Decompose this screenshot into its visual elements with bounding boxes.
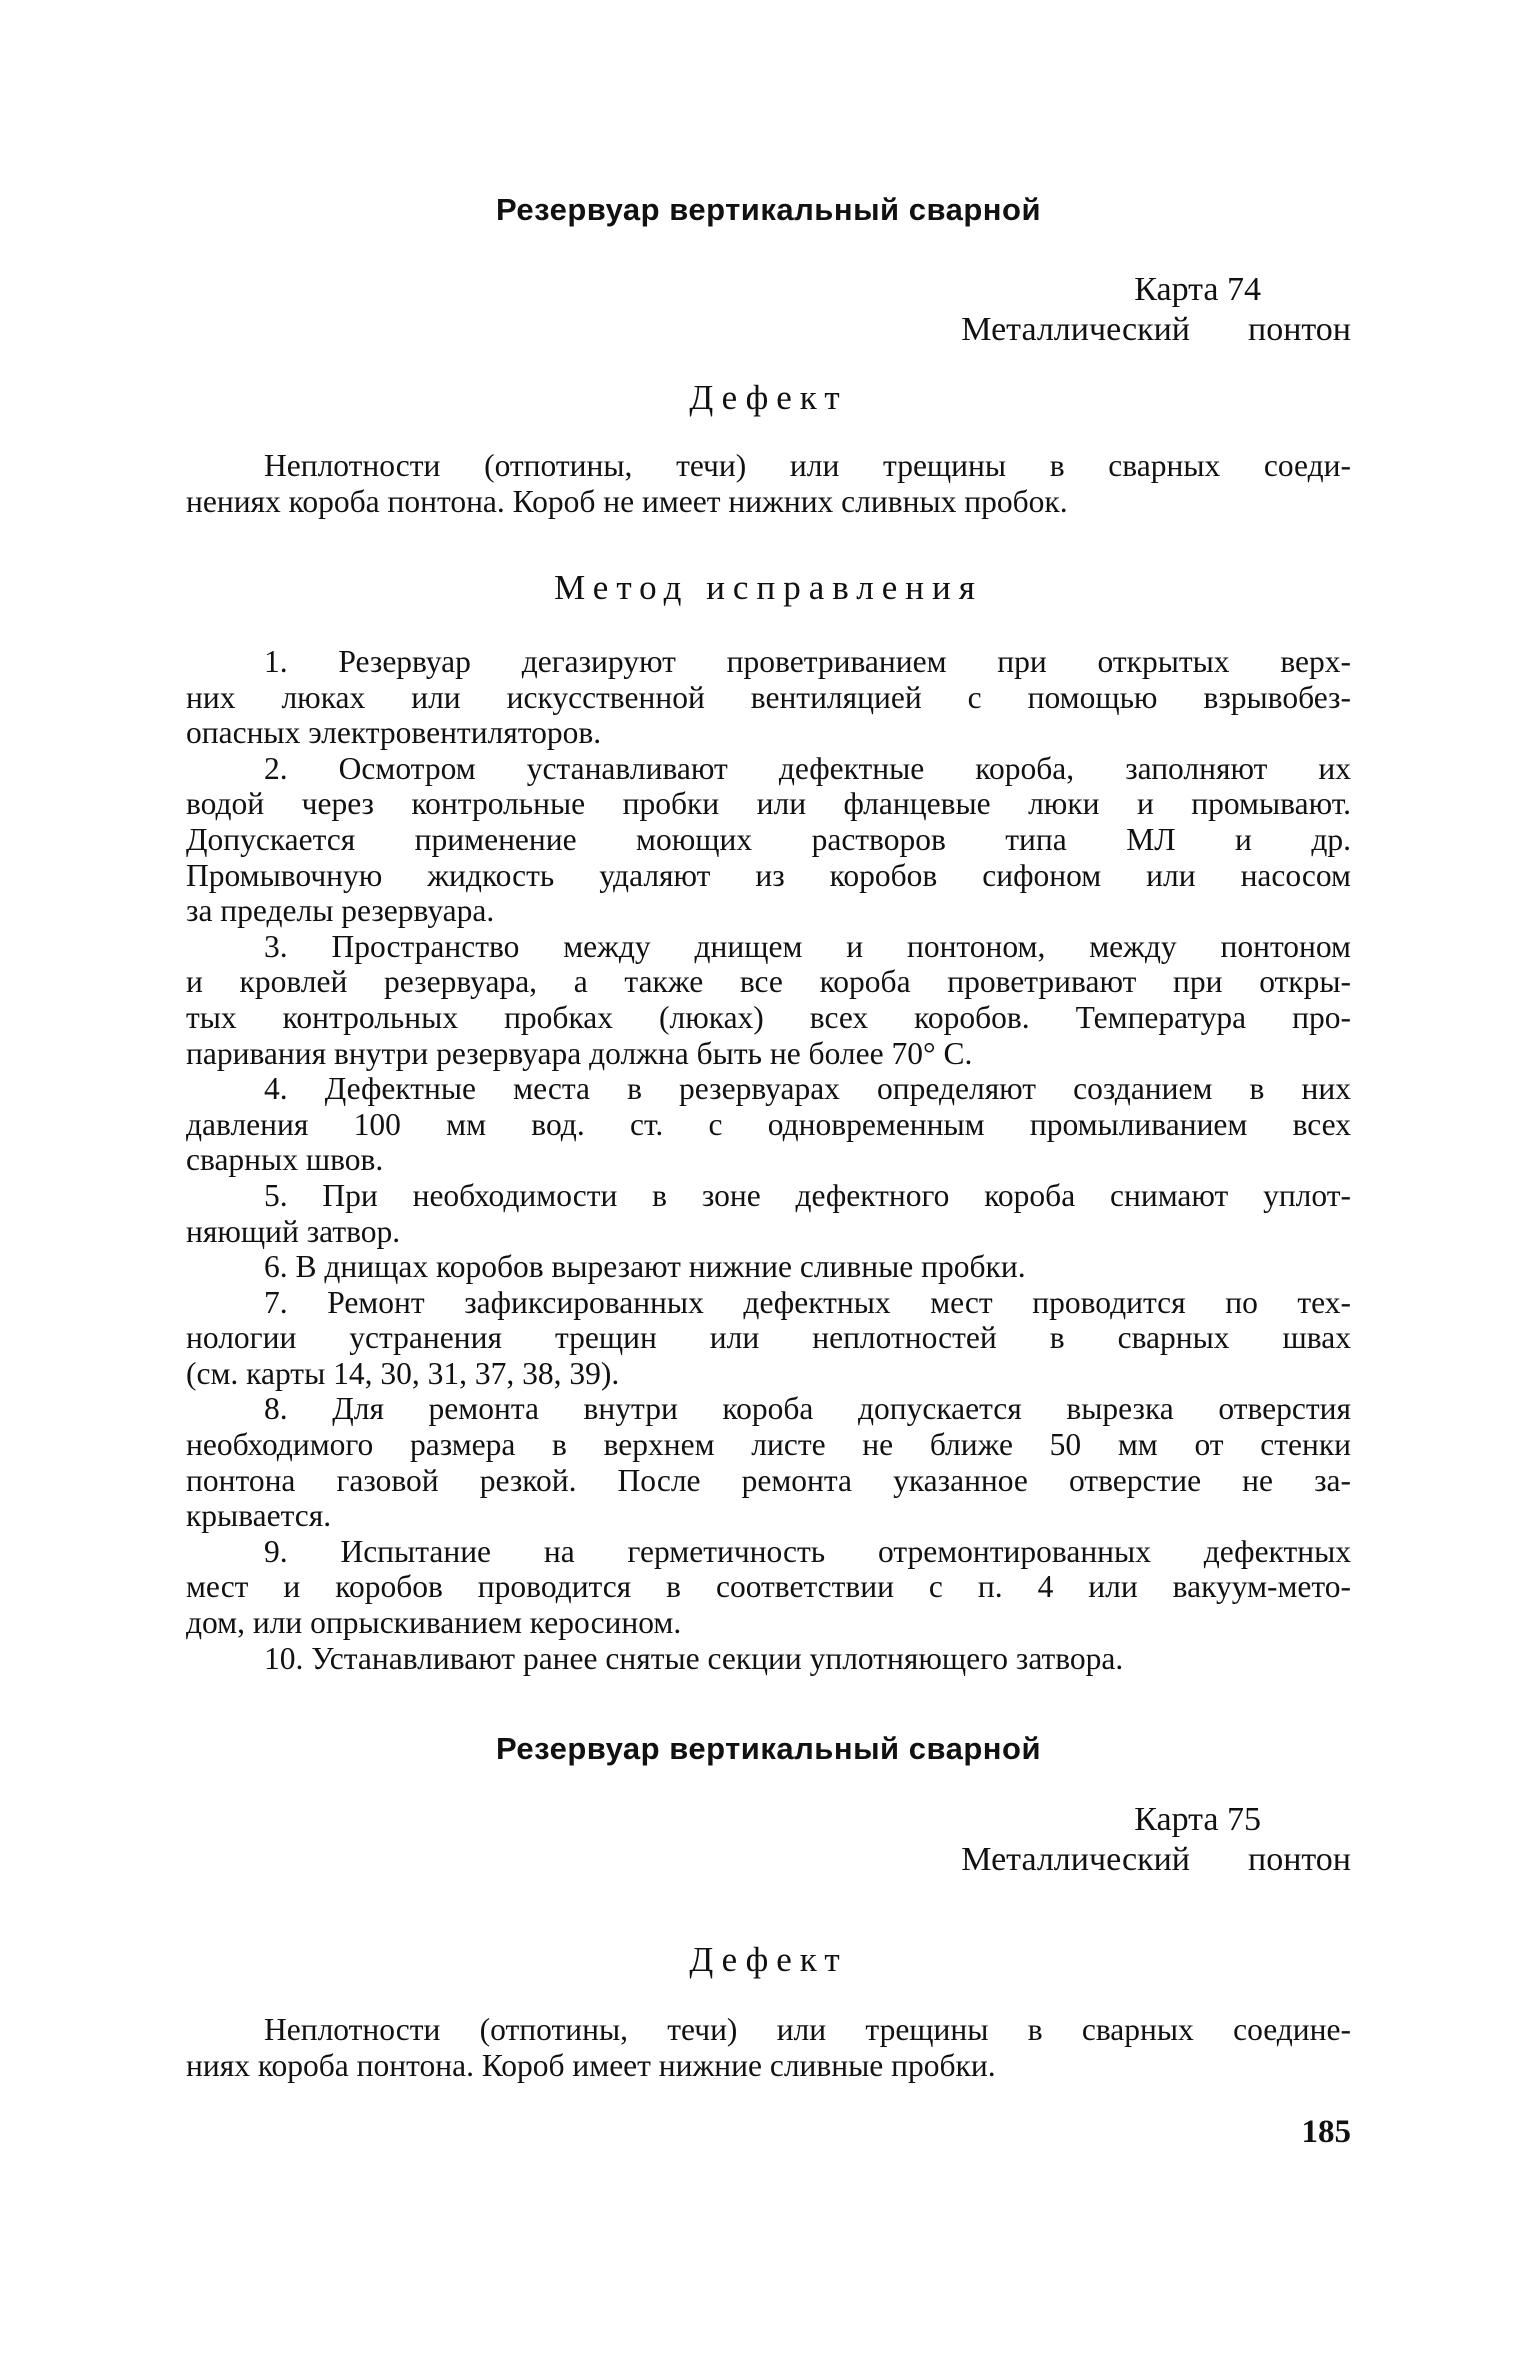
method-line: (см. карты 14, 30, 31, 37, 38, 39). xyxy=(186,1355,620,1391)
text-column xyxy=(186,0,1351,2362)
section1-defect-line: Неплотности (отпотины, течи) или трещины в сварных соеди- xyxy=(264,448,1351,483)
section2-card-sub-2: понтон xyxy=(1248,1841,1351,1878)
section2-title: Резервуар вертикальный сварной xyxy=(495,1731,1042,1766)
section1-title: Резервуар вертикальный сварной xyxy=(495,192,1042,227)
method-line: 8. Для ремонта внутри короба допускается вырезка отверстия xyxy=(264,1391,1351,1427)
method-line: 6. В днищах коробов вырезают нижние сливные пробки. xyxy=(264,1249,1026,1285)
section1-card-sub-2: понтон xyxy=(1248,311,1351,348)
method-line: нологии устранения трещин или неплотностей в сварных швах xyxy=(186,1320,1351,1356)
method-line: 10. Устанавливают ранее снятые секции уплотняющего затвора. xyxy=(264,1640,1124,1676)
method-line: Промывочную жидкость удаляют из коробов сифоном или насосом xyxy=(186,857,1351,893)
method-line: и кровлей резервуара, а также все короба проветривают при откры- xyxy=(186,964,1351,1000)
section2-defect-heading: Дефект xyxy=(689,1940,848,1979)
method-line: сварных швов. xyxy=(186,1142,384,1178)
method-line: 2. Осмотром устанавливают дефектные короба, заполняют их xyxy=(264,750,1351,786)
method-line: няющий затвор. xyxy=(186,1213,401,1249)
section1-method-text xyxy=(186,644,1351,1676)
section1-card-sub-1: Металлический xyxy=(961,311,1190,348)
section2-defect-line: Неплотности (отпотины, течи) или трещины в сварных соедине- xyxy=(264,2012,1351,2047)
method-line: 4. Дефектные места в резервуарах определяют созданием в них xyxy=(264,1071,1351,1107)
section1-defect-heading: Дефект xyxy=(689,378,848,417)
method-line: дом, или опрыскиванием керосином. xyxy=(186,1605,682,1641)
method-line: 7. Ремонт зафиксированных дефектных мест проводится по тех- xyxy=(264,1284,1351,1320)
page-number: 185 xyxy=(1301,2114,1351,2150)
section2-defect-text xyxy=(186,2012,1351,2083)
method-line: 3. Пространство между днищем и понтоном, между понтоном xyxy=(264,928,1351,964)
method-line: водой через контрольные пробки или фланцевые люки и промывают. xyxy=(186,786,1351,822)
method-line: 1. Резервуар дегазируют проветриванием при открытых верх- xyxy=(264,644,1351,679)
method-line: 9. Испытание на герметичность отремонтированных дефектных xyxy=(264,1533,1351,1569)
method-line: крывается. xyxy=(186,1498,332,1534)
method-line: паривания внутри резервуара должна быть не более 70° С. xyxy=(186,1035,973,1071)
method-line: 5. При необходимости в зоне дефектного короба снимают уплот- xyxy=(264,1177,1351,1213)
method-line: давления 100 мм вод. ст. с одновременным промыливанием всех xyxy=(186,1106,1351,1142)
section1-card-number: Карта 74 xyxy=(1134,271,1261,308)
section1-defect-text xyxy=(186,448,1351,519)
section1-card-label xyxy=(961,270,1351,350)
method-line: опасных электровентиляторов. xyxy=(186,715,602,751)
section1-defect-line: нениях короба понтона. Короб не имеет нижних сливных пробок. xyxy=(186,483,1068,519)
section2-card-label xyxy=(961,1800,1351,1880)
method-line: необходимого размера в верхнем листе не ближе 50 мм от стенки xyxy=(186,1427,1351,1463)
section2-card-number: Карта 75 xyxy=(1134,1801,1261,1838)
method-line: них люках или искусственной вентиляцией с помощью взрывобез- xyxy=(186,679,1351,715)
section1-method-heading: Метод исправления xyxy=(554,568,983,607)
section2-card-sub-1: Металлический xyxy=(961,1841,1190,1878)
method-line: Допускается применение моющих растворов типа МЛ и др. xyxy=(186,821,1351,857)
method-line: понтона газовой резкой. После ремонта указанное отверстие не за- xyxy=(186,1462,1351,1498)
section2-defect-line: ниях короба понтона. Короб имеет нижние сливные пробки. xyxy=(186,2047,996,2083)
method-line: мест и коробов проводится в соответствии с п. 4 или вакуум-мето- xyxy=(186,1569,1351,1605)
method-line: за пределы резервуара. xyxy=(186,893,495,929)
method-line: тых контрольных пробках (люках) всех коробов. Температура про- xyxy=(186,999,1351,1035)
